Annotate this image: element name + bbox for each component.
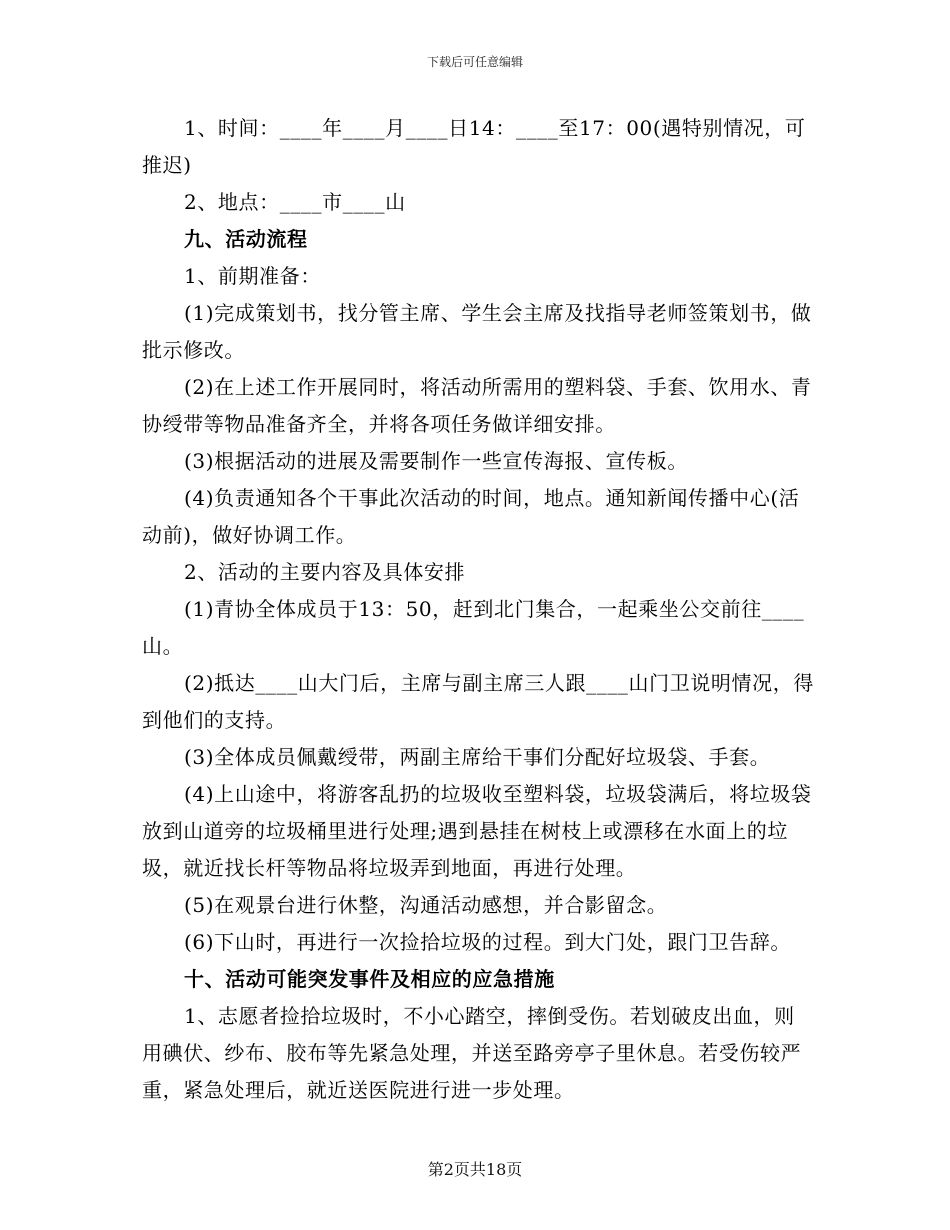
subheading-arrangement: 2、活动的主要内容及具体安排: [184, 560, 466, 584]
time-line: 1、时间：____年____月____日14：____至17：00(遇特别情况，可推迟): [142, 116, 806, 177]
location-line: 2、地点：____市____山: [184, 190, 406, 214]
arrangement-item-4: (4)上山途中，将游客乱扔的垃圾收至塑料袋，垃圾袋满后，将垃圾袋放到山道旁的垃圾桶里进行处理;遇到悬挂在树枝上或漂移在水面上的垃圾，就近找长杆等物品将垃圾弄到地面，再进行处理。: [142, 782, 812, 880]
document-body: [142, 110, 814, 1109]
prep-item-1: (1)完成策划书，找分管主席、学生会主席及找指导老师签策划书，做批示修改。: [142, 301, 812, 362]
subheading-preparation: 1、前期准备：: [184, 264, 321, 288]
page-footer: 第2页共18页: [427, 1160, 523, 1179]
arrangement-item-1: (1)青协全体成员于13：50，赶到北门集合，一起乘坐公交前往____山。: [142, 597, 805, 658]
prep-item-3: (3)根据活动的进展及需要制作一些宣传海报、宣传板。: [184, 449, 688, 473]
prep-item-2: (2)在上述工作开展同时，将活动所需用的塑料袋、手套、饮用水、青协绶带等物品准备齐全，并将各项任务做详细安排。: [142, 375, 812, 436]
section-heading-emergency: 十、活动可能突发事件及相应的应急措施: [184, 967, 555, 991]
arrangement-item-3: (3)全体成员佩戴绶带，两副主席给干事们分配好垃圾袋、手套。: [184, 745, 771, 769]
section-heading-process: 九、活动流程: [184, 227, 308, 251]
arrangement-item-6: (6)下山时，再进行一次捡拾垃圾的过程。到大门处，跟门卫告辞。: [184, 930, 791, 954]
arrangement-item-2: (2)抵达____山大门后，主席与副主席三人跟____山门卫说明情况，得到他们的支持。: [142, 671, 814, 732]
page-header: 下载后可任意编辑: [426, 55, 523, 69]
prep-item-4: (4)负责通知各个干事此次活动的时间，地点。通知新闻传播中心(活动前)，做好协调工作。: [142, 486, 800, 547]
emergency-item-1: 1、志愿者捡拾垃圾时，不小心踏空，摔倒受伤。若划破皮出血，则用碘伏、纱布、胶布等先紧急处理，并送至路旁亭子里休息。若受伤较严重，紧急处理后，就近送医院进行进一步处理。: [142, 1004, 802, 1102]
arrangement-item-5: (5)在观景台进行休整，沟通活动感想，并合影留念。: [184, 893, 668, 917]
